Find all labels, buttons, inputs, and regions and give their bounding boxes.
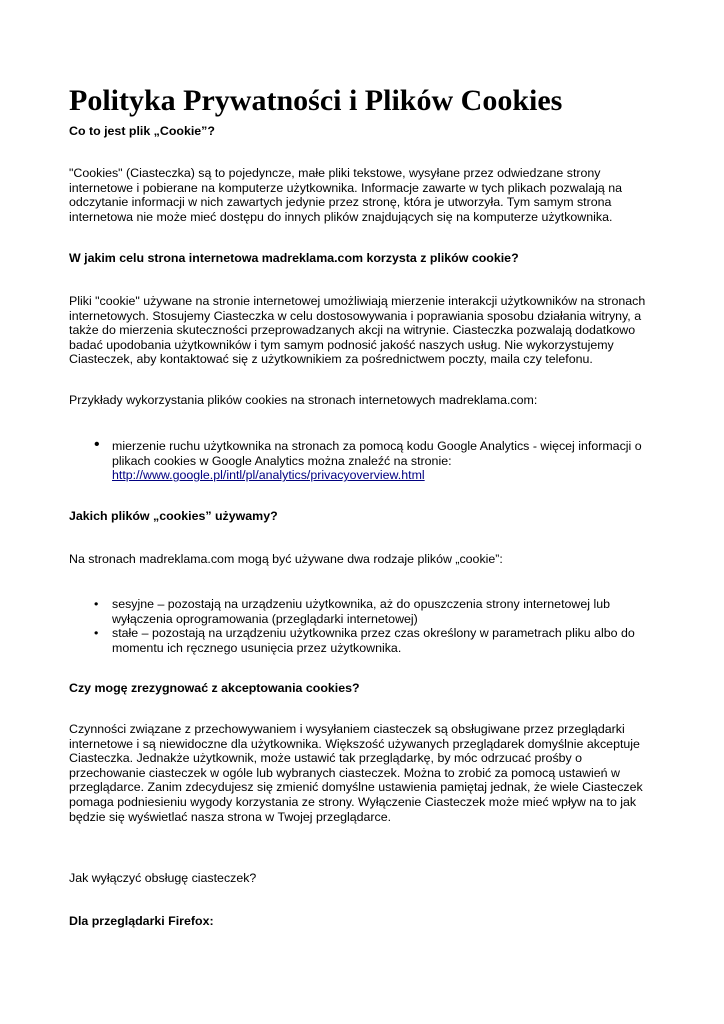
list-item-text: sesyjne – pozostają na urządzeniu użytkownika, aż do opuszczenia strony internetowej lub wyłączenia oprogramowania (przeglądarki internetowej): [112, 597, 610, 626]
list-item: [69, 626, 659, 655]
bullet-icon: •: [94, 436, 100, 453]
paragraph-examples-intro: Przykłady wykorzystania plików cookies na stronach internetowych madreklama.com:: [69, 393, 538, 407]
list-item: [69, 436, 659, 483]
cookie-types-list: [69, 597, 659, 655]
paragraph-cookie-definition: "Cookies" (Ciasteczka) są to pojedyncze, małe pliki tekstowe, wysyłane przez odwiedzane strony internetowe i pobierane na komputerze użytkownika. Informacje zawarte w tych plikach pozwalają na odczytanie informacji w nich zawartych jedynie przez stronę, która je utworzyła. Tym samym strona internetowa nie może mieć dostępu do innych plików znajdujących się na komputerze użytkownika.: [69, 166, 623, 224]
list-item-text: stałe – pozostają na urządzeniu użytkownika przez czas określony w parametrach pliku albo do momentu ich ręcznego usunięcia przez użytkownika.: [112, 626, 635, 655]
heading-opt-out: Czy mogę zrezygnować z akceptowania cookies?: [69, 681, 360, 695]
heading-firefox: Dla przeglądarki Firefox:: [69, 914, 214, 928]
paragraph-purpose: Pliki "cookie" używane na stronie internetowej umożliwiają mierzenie interakcji użytkowników na stronach internetowych. Stosujemy Ciasteczka w celu dostosowywania i poprawiania sposobu działania witryny, a także do mierzenia skuteczności przeprowadzanych akcji na witrynie. Ciasteczka pozwalają dodatkowo badać upodobania użytkowników i tym samym podnosić jakość naszych usług. Nie wykorzystujemy Ciasteczek, aby kontaktować się z użytkownikiem za pośrednictwem poczty, maila czy telefonu.: [69, 294, 646, 367]
examples-list: [69, 436, 659, 483]
google-analytics-privacy-link[interactable]: http://www.google.pl/intl/pl/analytics/privacyoverview.html: [112, 468, 425, 483]
heading-which-cookies: Jakich plików „cookies” używamy?: [69, 509, 278, 523]
list-item: [69, 597, 659, 626]
page-title: Polityka Prywatności i Plików Cookies: [69, 84, 563, 117]
heading-what-is-cookie: Co to jest plik „Cookie”?: [69, 124, 215, 138]
heading-purpose: W jakim celu strona internetowa madreklama.com korzysta z plików cookie?: [69, 251, 519, 265]
bullet-icon: •: [94, 597, 99, 611]
paragraph-opt-out: Czynności związane z przechowywaniem i wysyłaniem ciasteczek są obsługiwane przez przeglądarki internetowe i są niewidoczne dla użytkownika. Większość używanych przeglądarek domyślnie akceptuje Ciasteczka. Jednakże użytkownik, może ustawić tak przeglądarkę, by móc odrzucać prośby o przechowanie ciasteczek w ogóle lub wybranych ciasteczek. Można to zrobić za pomocą ustawień w przeglądarce. Zanim zdecydujesz się zmienić domyślne ustawienia pamiętaj jednak, że wiele Ciasteczek pomaga podniesieniu wygody korzystania ze strony. Wyłączenie Ciasteczek może mieć wpływ na to jak będzie się wyświetlać nasza strona w Twojej przeglądarce.: [69, 722, 643, 824]
list-item-text: mierzenie ruchu użytkownika na stronach za pomocą kodu Google Analytics - więcej informacji o plikach cookies w Google Analytics można znaleźć na stronie:: [112, 439, 642, 468]
paragraph-how-to-disable: Jak wyłączyć obsługę ciasteczek?: [69, 871, 257, 885]
paragraph-cookie-types-intro: Na stronach madreklama.com mogą być używane dwa rodzaje plików „cookie”:: [69, 552, 503, 566]
bullet-icon: •: [94, 626, 99, 641]
